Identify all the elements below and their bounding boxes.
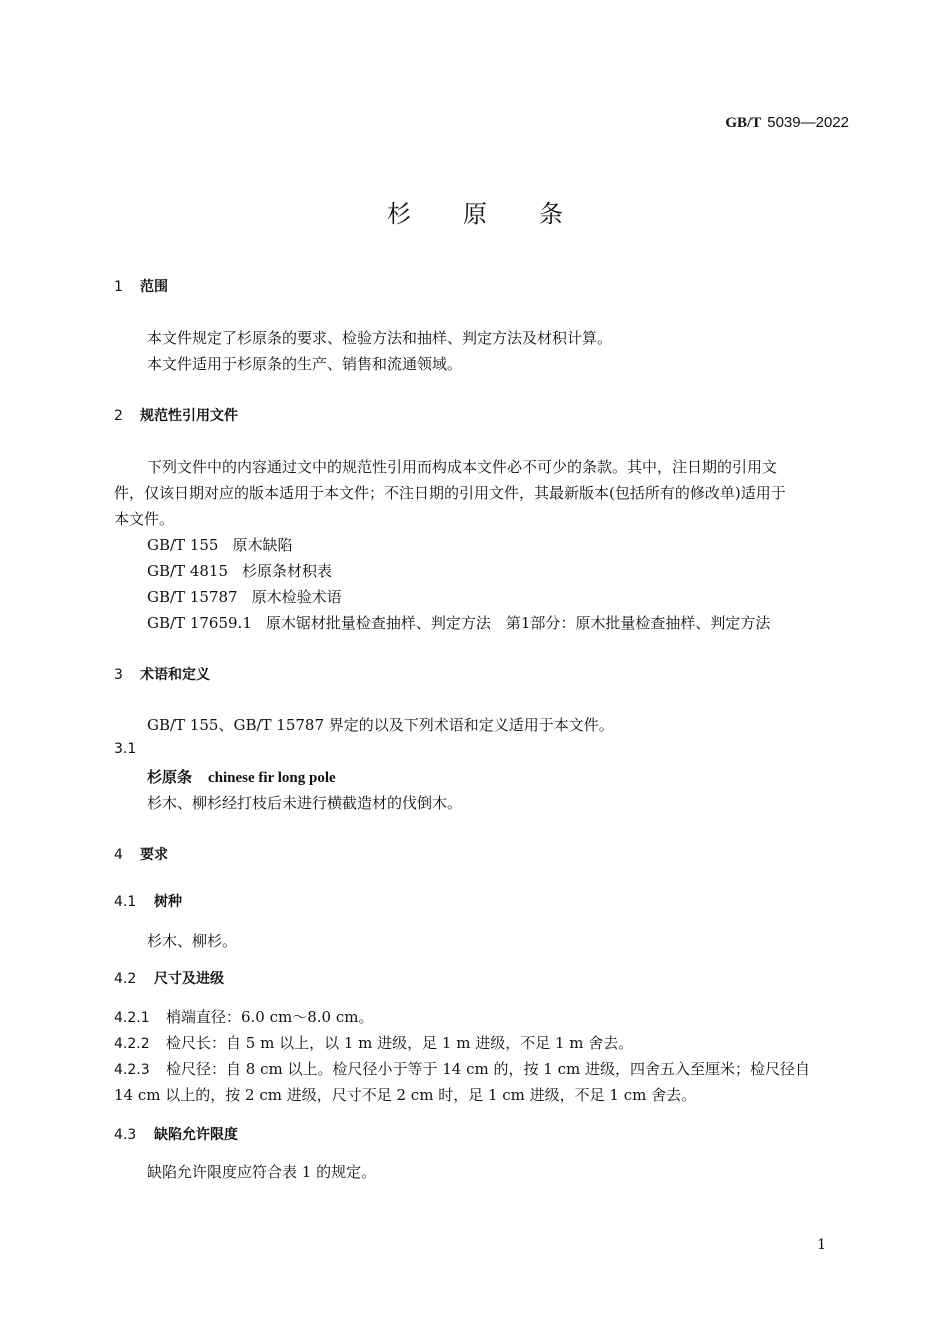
section-number: 1 bbox=[114, 279, 123, 295]
title-char: 原 bbox=[463, 200, 487, 228]
subsection-title: 树种 bbox=[154, 894, 182, 910]
section-title: 要求 bbox=[140, 847, 168, 863]
subsection-number: 4.1 bbox=[114, 894, 137, 910]
reference-item bbox=[147, 612, 770, 633]
reference-title: 原木检验术语 bbox=[251, 588, 342, 606]
paragraph: 缺陷允许限度应符合表 1 的规定。 bbox=[147, 1163, 377, 1181]
paragraph: 件，仅该日期对应的版本适用于本文件；不注日期的引用文件，其最新版本(包括所有的修改单)适用于 bbox=[114, 484, 786, 502]
reference-code: GB/T 17659.1 bbox=[147, 614, 252, 632]
subsection-number: 4.2 bbox=[114, 971, 137, 987]
term-definition: 杉木、柳杉经打枝后未进行横截造材的伐倒木。 bbox=[147, 794, 463, 812]
term-entry bbox=[147, 766, 336, 787]
standard-number-header bbox=[725, 113, 849, 132]
reference-code: GB/T 155 bbox=[147, 536, 219, 554]
term-name-zh: 杉原条 bbox=[147, 768, 193, 786]
subsection-title: 缺陷允许限度 bbox=[154, 1127, 238, 1143]
paragraph: 下列文件中的内容通过文中的规范性引用而构成本文件必不可少的条款。其中，注日期的引用文 bbox=[147, 458, 778, 476]
clause-text: 梢端直径：6.0 cm～8.0 cm。 bbox=[166, 1008, 374, 1026]
clause-text: 检尺长：自 5 m 以上，以 1 m 进级，足 1 m 进级，不足 1 m 舍去。 bbox=[166, 1034, 634, 1052]
section-number: 4 bbox=[114, 847, 123, 863]
standard-prefix: GB/T bbox=[725, 115, 762, 131]
standard-number: 5039—2022 bbox=[767, 114, 849, 131]
paragraph: 杉木、柳杉。 bbox=[147, 932, 238, 950]
clause-item bbox=[114, 1032, 633, 1053]
subsection-heading-defect-limits bbox=[114, 1124, 238, 1144]
subsection-title: 尺寸及进级 bbox=[154, 971, 224, 987]
section-title: 范围 bbox=[140, 279, 168, 295]
section-heading-normative-references bbox=[114, 405, 238, 425]
reference-title: 原木缺陷 bbox=[232, 536, 293, 554]
term-name-en: chinese fir long pole bbox=[208, 770, 336, 786]
reference-item bbox=[147, 586, 342, 607]
reference-item bbox=[147, 560, 332, 581]
clause-text: 检尺径：自 8 cm 以上。检尺径小于等于 14 cm 的，按 1 cm 进级，四舍五入至厘米；检尺径自 bbox=[166, 1060, 810, 1078]
section-number: 2 bbox=[114, 408, 123, 424]
paragraph: 本文件规定了杉原条的要求、检验方法和抽样、判定方法及材积计算。 bbox=[147, 329, 613, 347]
section-number: 3 bbox=[114, 667, 123, 683]
subsection-heading-size-grading bbox=[114, 968, 224, 988]
reference-code: GB/T 4815 bbox=[147, 562, 229, 580]
reference-code: GB/T 15787 bbox=[147, 588, 238, 606]
paragraph: GB/T 155、GB/T 15787 界定的以及下列术语和定义适用于本文件。 bbox=[147, 716, 614, 734]
subsection-number: 4.3 bbox=[114, 1127, 137, 1143]
clause-number: 4.2.2 bbox=[114, 1036, 150, 1052]
title-char: 条 bbox=[539, 200, 563, 228]
subsection-heading-species bbox=[114, 891, 182, 911]
clause-number: 4.2.3 bbox=[114, 1062, 150, 1078]
clause-number: 4.2.1 bbox=[114, 1010, 150, 1026]
paragraph: 本文件适用于杉原条的生产、销售和流通领域。 bbox=[147, 355, 463, 373]
document-title bbox=[0, 194, 950, 229]
clause-item bbox=[114, 1006, 374, 1027]
clause-item bbox=[114, 1058, 810, 1079]
clause-continuation: 14 cm 以上的，按 2 cm 进级，尺寸不足 2 cm 时，足 1 cm 进级，不足 1 cm 舍去。 bbox=[114, 1086, 697, 1104]
paragraph: 本文件。 bbox=[114, 510, 175, 528]
reference-title: 原木锯材批量检查抽样、判定方法 第1部分：原木批量检查抽样、判定方法 bbox=[265, 614, 771, 632]
section-heading-terms bbox=[114, 664, 210, 684]
term-number: 3.1 bbox=[114, 741, 137, 757]
section-heading-scope bbox=[114, 276, 168, 296]
title-char: 杉 bbox=[387, 200, 411, 228]
section-heading-requirements bbox=[114, 844, 168, 864]
reference-title: 杉原条材积表 bbox=[242, 562, 333, 580]
reference-item bbox=[147, 534, 292, 555]
page-number: 1 bbox=[817, 1237, 826, 1253]
section-title: 术语和定义 bbox=[140, 667, 210, 683]
section-title: 规范性引用文件 bbox=[140, 408, 238, 424]
